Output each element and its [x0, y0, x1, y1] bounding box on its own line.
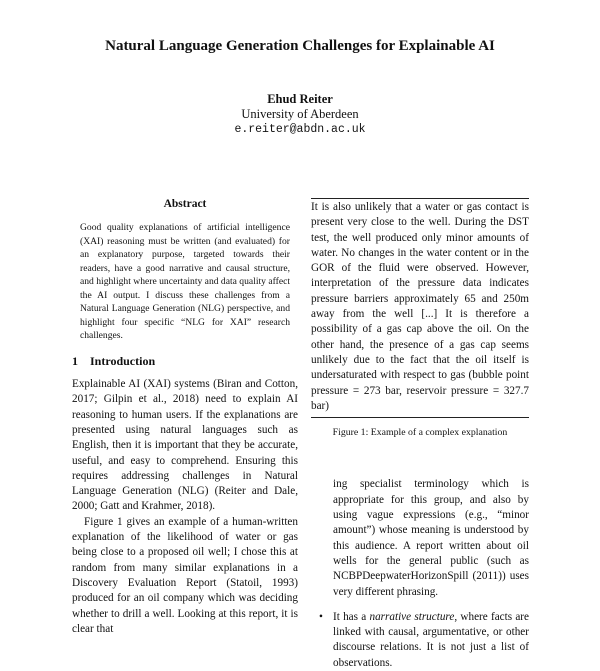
- paper-title: Natural Language Generation Challenges for Explainable AI: [105, 38, 495, 54]
- bullet-emphasis: narrative structure: [369, 610, 455, 623]
- bullet-lead: It has a: [333, 610, 370, 623]
- figure-1-box: It is also unlikely that a water or gas contact is present very close to the well. During the DST test, the well produced only minor amounts of water. No changes in the water content or in the GOR of the fluid were observed. However, interpretation of the pressure data indicates pressure barriers approximately 65 and 250m away from the well [...] It is therefore a possibility of a gas cap above the oil. On the other hand, the presence of a gas cap seems unlikely due to the fact that the oil itself is undersaturated with respect to gas (bubble point pressure = 273 bar, reservoir pressure = 327.7 bar): [311, 198, 529, 418]
- bullet-marker: •: [319, 610, 323, 623]
- section-title: Introduction: [90, 353, 156, 368]
- left-column: [72, 197, 298, 637]
- abstract-text: Good quality explanations of artificial intelligence (XAI) reasoning must be written (and evaluated) for an explanatory purpose, targeted towards their readers, have a good narrative and causal structure, and highlight where uncertainty and data quality affect the AI output. I discuss these challenges from a Natural Language Generation (NLG) perspective, and highlight four specific “NLG for XAI” research challenges.: [80, 222, 291, 342]
- continuation-paragraph: ing specialist terminology which is appropriate for this group, and also by using vague expressions (e.g., “minor amount”) whose meaning is understood by this audience. A report written about oil wells for the general public (such as NCBPDeepwaterHorizonSpill (2011)) uses very different phrasing.: [333, 478, 529, 598]
- author-name: Ehud Reiter: [267, 92, 333, 106]
- section-number: 1: [72, 353, 78, 368]
- bullet-rest: , where facts are linked with causal, argumentative, or other discourse relations. It is not just a list of observations.: [333, 610, 529, 669]
- author-block: [0, 92, 600, 137]
- intro-paragraph-1: Explainable AI (XAI) systems (Biran and Cotton, 2017; Gilpin et al., 2018) need to explain AI reasoning to human users. If the explanations are presented using natural languages such as English, then it is important that they be accurate, useful, and easy to comprehend. Ensuring this requires addressing challenges in Natural Language Generation (NLG) (Reiter and Dale, 2000; Gatt and Krahmer, 2018).: [72, 378, 298, 513]
- section-heading: [72, 354, 298, 369]
- right-column: [311, 198, 529, 671]
- abstract-heading: Abstract: [163, 198, 207, 210]
- author-affiliation: University of Aberdeen: [241, 107, 359, 121]
- list-item: [311, 610, 529, 671]
- author-email: e.reiter@abdn.ac.uk: [234, 123, 366, 136]
- figure-1-caption: Figure 1: Example of a complex explanation: [332, 427, 508, 439]
- intro-paragraph-2: Figure 1 gives an example of a human-written explanation of the likelihood of water or gas being close to a proposed oil well; I chose this at random from many similar explanations in a Discovery Evaluation Report (Statoil, 1993) produced for an oil company which was deciding whether to drill a well. Looking at this report, it is clear that: [72, 515, 298, 635]
